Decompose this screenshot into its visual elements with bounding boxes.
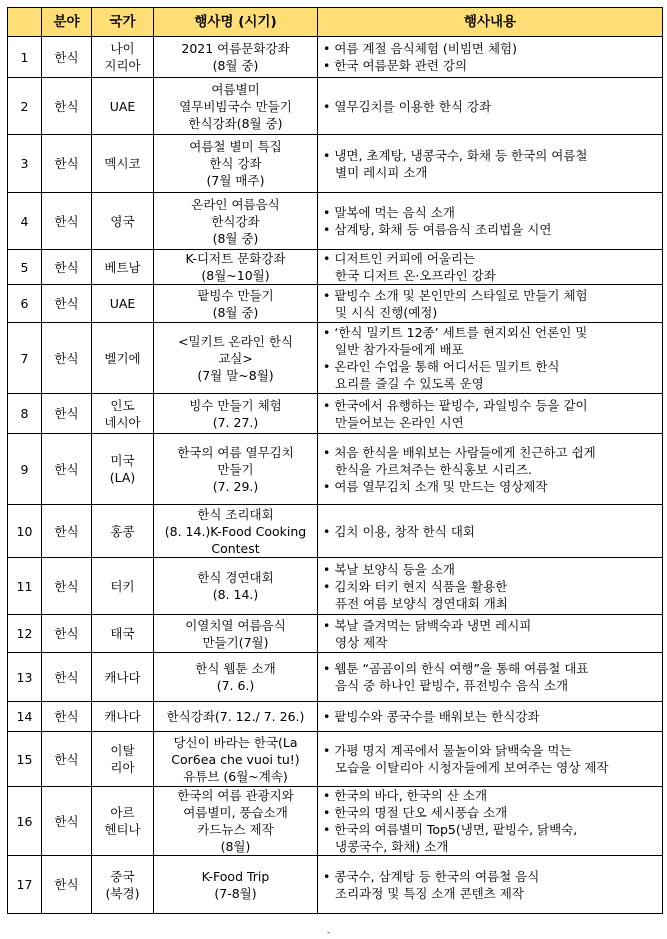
row-number: 4 — [8, 193, 42, 250]
event-line: 한식 조리대회 — [197, 506, 274, 522]
row-field: 한식 — [42, 732, 92, 787]
row-field: 한식 — [42, 702, 92, 732]
country-line: 지리아 — [104, 58, 141, 73]
content-bullet: • 복날 즐겨먹는 닭백숙과 냉면 레시피 — [323, 617, 532, 633]
row-event — [154, 732, 318, 787]
header-no — [8, 8, 42, 37]
row-content — [318, 394, 663, 434]
content-text: 모습을 이탈리아 시청자들에게 보여주는 영상 제작 — [335, 760, 609, 775]
row-field: 한식 — [42, 135, 92, 193]
row-content — [318, 434, 663, 505]
table-row — [8, 78, 663, 135]
content-bullet: • 여름 열무김치 소개 및 만드는 영상제작 — [323, 478, 548, 494]
row-content — [318, 250, 663, 285]
table-row — [8, 323, 663, 394]
content-continuation — [323, 677, 659, 694]
event-line: 이열치열 여름음식 — [185, 617, 286, 633]
content-text: 열무김치를 이용한 한식 강좌 — [334, 98, 492, 114]
row-field: 한식 — [42, 193, 92, 250]
page-marker: - — [327, 928, 330, 937]
content-text: 냉콩국수, 화채) 소개 — [335, 839, 449, 854]
content-bullet: • 여름 계절 음식체험 (비빔면 체험) — [323, 41, 517, 56]
table-row — [8, 250, 663, 285]
row-country — [92, 787, 154, 856]
content-bullet: • 한국의 바다, 한국의 산 소개 — [323, 788, 488, 803]
content-bullet: • 말복에 먹는 음식 소개 — [323, 205, 455, 220]
content-bullet: • 가평 명지 계곡에서 물놀이와 닭백숙을 먹는 — [323, 743, 572, 758]
event-line: 빙수 만들기 체험 — [189, 397, 282, 413]
event-line: (7. 29.) — [212, 478, 259, 494]
country-line: 터키 — [110, 578, 135, 594]
row-field: 한식 — [42, 250, 92, 285]
content-continuation — [323, 885, 659, 902]
row-country — [92, 615, 154, 653]
row-country — [92, 394, 154, 434]
content-bullet: • 팥빙수와 콩국수를 배워보는 한식강좌 — [323, 709, 540, 724]
content-text: 조리과정 및 특징 소개 콘텐츠 제작 — [335, 885, 524, 901]
row-country — [92, 558, 154, 615]
content-bullet: • 김치 이용, 창작 한식 대회 — [323, 523, 475, 539]
row-content — [318, 285, 663, 323]
event-line: (8월 중) — [212, 304, 259, 320]
event-line: 유튜브 (6월~계속) — [183, 768, 288, 784]
row-country — [92, 250, 154, 285]
country-line: 벨기에 — [104, 350, 141, 366]
row-event — [154, 78, 318, 135]
table-row — [8, 615, 663, 653]
table-row — [8, 394, 663, 434]
table-row — [8, 505, 663, 558]
table-row — [8, 135, 663, 193]
content-bullet: • 한국에서 유행하는 팥빙수, 과일빙수 등을 같이 — [323, 397, 588, 413]
row-event — [154, 558, 318, 615]
header-event: 행사명 (시기) — [154, 8, 318, 37]
row-event — [154, 856, 318, 914]
event-line: (8. 14.)K-Food Cooking — [164, 523, 307, 539]
content-bullet: • 디저트인 커피에 어울리는 — [323, 251, 476, 266]
event-line: 2021 여름문화강좌 — [181, 41, 290, 56]
event-line: Contest — [211, 540, 260, 556]
country-line: 영국 — [110, 213, 135, 229]
table-row — [8, 702, 663, 732]
row-event — [154, 135, 318, 193]
event-line: 교실> — [218, 350, 253, 366]
event-line: (7-8월) — [214, 885, 257, 901]
table-row — [8, 285, 663, 323]
event-line: (8월 중) — [212, 58, 259, 73]
row-event — [154, 250, 318, 285]
table-row — [8, 787, 663, 856]
content-continuation — [323, 375, 659, 392]
content-continuation — [323, 838, 659, 855]
event-line: (8월 중) — [212, 230, 259, 246]
event-line: 당신이 바라는 한국(La — [173, 734, 298, 750]
table-row — [8, 434, 663, 505]
row-number: 8 — [8, 394, 42, 434]
content-continuation — [323, 414, 659, 431]
country-line: 헨티나 — [104, 822, 141, 837]
event-line: (7월 매주) — [206, 173, 265, 188]
country-line: UAE — [109, 98, 136, 114]
content-bullet: • 한국의 명절 단오 세시풍습 소개 — [323, 805, 508, 820]
content-bullet: • ‘한식 밀키트 12종’ 세트를 현지외신 언론인 및 — [323, 325, 588, 340]
table-row — [8, 732, 663, 787]
content-text: 처음 한식을 배워보는 사람들에게 친근하고 쉽게 — [334, 444, 596, 460]
row-number: 6 — [8, 285, 42, 323]
content-text: 한국의 여름별미 Top5(냉면, 팥빙수, 닭백숙, — [334, 822, 578, 837]
content-bullet: • 한국 여름문화 관련 강의 — [323, 58, 468, 73]
row-country — [92, 702, 154, 732]
content-text: 여름 열무김치 소개 및 만드는 영상제작 — [334, 478, 548, 494]
row-event — [154, 323, 318, 394]
row-country — [92, 732, 154, 787]
row-content — [318, 193, 663, 250]
content-bullet: • 열무김치를 이용한 한식 강좌 — [323, 98, 492, 114]
event-line: (8월) — [220, 839, 251, 854]
row-content — [318, 78, 663, 135]
row-country — [92, 37, 154, 78]
event-line: 온라인 여름음식 — [191, 196, 280, 212]
row-field: 한식 — [42, 285, 92, 323]
event-line: 여름철 별미 특집 — [189, 139, 282, 154]
row-event — [154, 37, 318, 78]
row-content — [318, 732, 663, 787]
content-continuation — [323, 341, 659, 358]
row-country — [92, 285, 154, 323]
content-bullet: • 냉면, 초계탕, 냉콩국수, 화채 등 한국의 여름철 — [323, 147, 588, 163]
event-line: 열무비빔국수 만들기 — [179, 98, 292, 114]
row-country — [92, 135, 154, 193]
event-line: 만들기 — [217, 461, 254, 477]
content-text: 퓨전 여름 보양식 경연대회 개최 — [335, 595, 508, 611]
content-text: 영상 제작 — [335, 634, 388, 650]
row-content — [318, 653, 663, 702]
event-line: 한식 웹툰 소개 — [195, 661, 276, 676]
event-line: (7월 말~8월) — [197, 367, 274, 383]
row-number: 2 — [8, 78, 42, 135]
content-text: 별미 레시피 소개 — [335, 164, 428, 180]
row-number: 11 — [8, 558, 42, 615]
row-event — [154, 787, 318, 856]
content-bullet: • 웹툰 “곰곰이의 한식 여행”을 통해 여름철 대표 — [323, 661, 589, 676]
content-continuation — [323, 304, 659, 321]
content-bullet: • 김치와 터키 현지 식품을 활용한 — [323, 578, 508, 594]
header-country: 국가 — [92, 8, 154, 37]
row-event — [154, 434, 318, 505]
row-number: 13 — [8, 653, 42, 702]
event-line: 한식 경연대회 — [197, 570, 274, 585]
row-content — [318, 37, 663, 78]
row-number: 9 — [8, 434, 42, 505]
event-line: 여름별미, 풍습소개 — [183, 805, 288, 820]
event-line: (7. 27.) — [212, 414, 259, 430]
row-number: 3 — [8, 135, 42, 193]
row-field: 한식 — [42, 558, 92, 615]
content-text: 한국의 명절 단오 세시풍습 소개 — [334, 805, 508, 820]
row-content — [318, 615, 663, 653]
content-text: 요리를 즐길 수 있도록 운영 — [335, 376, 484, 391]
event-line: 한식강좌(7. 12./ 7. 26.) — [166, 709, 305, 724]
content-text: 만들어보는 온라인 시연 — [335, 414, 464, 430]
country-line: 베트남 — [104, 259, 141, 275]
row-content — [318, 856, 663, 914]
country-line: 리아 — [110, 760, 135, 775]
row-country — [92, 856, 154, 914]
event-line: (7. 6.) — [216, 678, 255, 693]
content-bullet: • 온라인 수업을 통해 어디서든 밀키트 한식 — [323, 359, 560, 374]
content-text: 팥빙수 소개 및 본인만의 스타일로 만들기 체험 — [334, 287, 588, 303]
row-field: 한식 — [42, 78, 92, 135]
event-table — [7, 7, 663, 914]
country-line: UAE — [109, 296, 136, 311]
content-text: 김치와 터키 현지 식품을 활용한 — [334, 578, 508, 594]
row-content — [318, 323, 663, 394]
country-line: 멕시코 — [104, 156, 141, 171]
event-line: 한식강좌 — [211, 213, 260, 229]
content-continuation — [323, 634, 659, 651]
content-text: 삼계탕, 화채 등 여름음식 조리법을 시연 — [334, 222, 552, 237]
row-content — [318, 702, 663, 732]
content-bullet: • 한국의 여름별미 Top5(냉면, 팥빙수, 닭백숙, — [323, 822, 578, 837]
content-bullet: • 팥빙수 소개 및 본인만의 스타일로 만들기 체험 — [323, 287, 588, 303]
content-bullet: • 처음 한식을 배워보는 사람들에게 친근하고 쉽게 — [323, 444, 596, 460]
row-country — [92, 78, 154, 135]
country-line: 홍콩 — [110, 523, 135, 539]
row-field: 한식 — [42, 653, 92, 702]
content-text: 복날 즐겨먹는 닭백숙과 냉면 레시피 — [334, 617, 532, 633]
event-line: (8월~10월) — [201, 268, 270, 283]
row-field: 한식 — [42, 856, 92, 914]
content-text: 디저트인 커피에 어울리는 — [334, 251, 476, 266]
content-text: 웹툰 “곰곰이의 한식 여행”을 통해 여름철 대표 — [334, 661, 589, 676]
content-text: 말복에 먹는 음식 소개 — [334, 205, 455, 220]
row-event — [154, 653, 318, 702]
row-event — [154, 615, 318, 653]
country-line: 나이 — [110, 41, 135, 56]
event-line: 한식 강좌 — [209, 156, 262, 171]
content-text: 및 시식 진행(예정) — [335, 304, 438, 320]
country-line: (LA) — [109, 470, 136, 485]
table-row — [8, 856, 663, 914]
row-country — [92, 505, 154, 558]
content-text: 한국 여름문화 관련 강의 — [334, 58, 468, 73]
content-bullet: • 콩국수, 삼계탕 등 한국의 여름철 음식 — [323, 868, 540, 884]
header-row — [8, 8, 663, 37]
row-number: 14 — [8, 702, 42, 732]
row-country — [92, 193, 154, 250]
content-text: 온라인 수업을 통해 어디서든 밀키트 한식 — [334, 359, 560, 374]
event-line: 카드뉴스 제작 — [197, 822, 274, 837]
row-event — [154, 193, 318, 250]
event-line: 한국의 여름 열무김치 — [177, 444, 294, 460]
event-line: (8. 14.) — [212, 587, 259, 602]
row-field: 한식 — [42, 615, 92, 653]
content-text: 한식을 가르쳐주는 한식홍보 시리즈. — [335, 461, 533, 477]
row-number: 7 — [8, 323, 42, 394]
row-content — [318, 558, 663, 615]
row-event — [154, 394, 318, 434]
content-text: 냉면, 초계탕, 냉콩국수, 화채 등 한국의 여름철 — [334, 147, 588, 163]
content-text: 팥빙수와 콩국수를 배워보는 한식강좌 — [334, 709, 540, 724]
event-line: 한식강좌(8월 중) — [188, 115, 283, 131]
content-text: ‘한식 밀키트 12종’ 세트를 현지외신 언론인 및 — [334, 325, 588, 340]
content-continuation — [323, 595, 659, 612]
header-content: 행사내용 — [318, 8, 663, 37]
table-row — [8, 558, 663, 615]
content-text: 여름 계절 음식체험 (비빔면 체험) — [334, 41, 517, 56]
row-number: 12 — [8, 615, 42, 653]
row-event — [154, 285, 318, 323]
content-continuation — [323, 164, 659, 181]
header-field: 분야 — [42, 8, 92, 37]
event-line: K-Food Trip — [201, 868, 270, 884]
row-content — [318, 787, 663, 856]
row-field: 한식 — [42, 787, 92, 856]
row-field: 한식 — [42, 434, 92, 505]
row-number: 15 — [8, 732, 42, 787]
content-text: 음식 중 하나인 팥빙수, 퓨전빙수 음식 소개 — [335, 678, 569, 693]
country-line: 캐나다 — [104, 709, 141, 724]
content-bullet: • 삼계탕, 화채 등 여름음식 조리법을 시연 — [323, 222, 552, 237]
row-number: 5 — [8, 250, 42, 285]
row-country — [92, 653, 154, 702]
event-line: 한국의 여름 관광지와 — [177, 788, 294, 803]
content-continuation — [323, 759, 659, 776]
content-continuation — [323, 461, 659, 478]
row-field: 한식 — [42, 37, 92, 78]
table-row — [8, 653, 663, 702]
row-country — [92, 323, 154, 394]
content-continuation — [323, 267, 659, 284]
event-line: 만들기(7월) — [202, 634, 269, 650]
content-text: 콩국수, 삼계탕 등 한국의 여름철 음식 — [334, 868, 540, 884]
row-number: 16 — [8, 787, 42, 856]
content-bullet: • 복날 보양식 등을 소개 — [323, 561, 455, 577]
country-line: (북경) — [105, 885, 140, 901]
country-line: 중국 — [110, 868, 135, 884]
event-line: <밀키트 온라인 한식 — [177, 333, 294, 349]
row-field: 한식 — [42, 394, 92, 434]
country-line: 아르 — [110, 805, 135, 820]
content-text: 복날 보양식 등을 소개 — [334, 561, 455, 577]
row-number: 10 — [8, 505, 42, 558]
country-line: 미국 — [110, 453, 135, 468]
row-content — [318, 505, 663, 558]
event-line: 여름별미 — [211, 81, 260, 97]
country-line: 캐나다 — [104, 669, 141, 685]
event-line: K-디저트 문화강좌 — [185, 251, 286, 266]
row-field: 한식 — [42, 505, 92, 558]
country-line: 이탈 — [110, 743, 135, 758]
row-event — [154, 505, 318, 558]
content-text: 한국의 바다, 한국의 산 소개 — [334, 788, 488, 803]
event-line: Cor6ea che vuoi tu!) — [171, 751, 300, 767]
table-row — [8, 193, 663, 250]
table-row — [8, 37, 663, 78]
content-text: 가평 명지 계곡에서 물놀이와 닭백숙을 먹는 — [334, 743, 572, 758]
event-line: 팥빙수 만들기 — [197, 287, 274, 303]
content-text: 한국에서 유행하는 팥빙수, 과일빙수 등을 같이 — [334, 397, 588, 413]
row-event — [154, 702, 318, 732]
row-number: 17 — [8, 856, 42, 914]
country-line: 태국 — [110, 626, 135, 641]
country-line: 네시아 — [104, 414, 141, 430]
row-number: 1 — [8, 37, 42, 78]
country-line: 인도 — [110, 397, 135, 413]
content-text: 김치 이용, 창작 한식 대회 — [334, 523, 475, 539]
row-country — [92, 434, 154, 505]
row-field: 한식 — [42, 323, 92, 394]
content-text: 한국 디저트 온·오프라인 강좌 — [335, 268, 496, 283]
content-text: 일반 참가자들에게 배포 — [335, 342, 464, 357]
row-content — [318, 135, 663, 193]
